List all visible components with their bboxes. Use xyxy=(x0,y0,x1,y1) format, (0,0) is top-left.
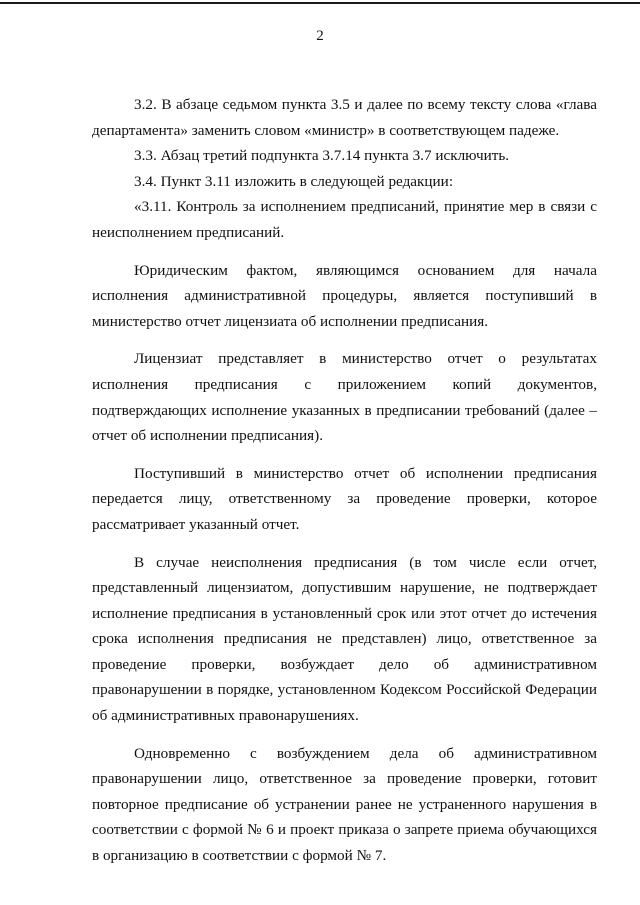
paragraph-3-11-heading: «3.11. Контроль за исполнением предписаний, принятие мер в связи с неисполнением предписаний. xyxy=(92,198,597,241)
paragraph-non-execution: В случае неисполнения предписания (в том числе если отчет, представленный лицензиатом, допустившим нарушение, не подтверждает исполнение предписания в установленный срок или этот отчет до истечения срока исполнения предписания не представлен) лицо, ответственное за проведение проверки, возбуждает дело об административном правонарушении в порядке, установленном Кодексом Российской Федерации об административных правонарушениях. xyxy=(92,553,597,725)
page-number: 2 xyxy=(316,28,324,44)
paragraph-licensee-report: Лицензиат представляет в министерство отчет о результатах исполнения предписания с приложением копий документов, подтверждающих исполнение указанных в предписании требований (далее – отчет об исполнении предписания). xyxy=(92,350,597,445)
top-border-line xyxy=(0,2,640,4)
paragraph-3-2: 3.2. В абзаце седьмом пункта 3.5 и далее по всему тексту слова «глава департамента» заменить словом «министр» в соответствующем падеже. xyxy=(92,96,597,139)
paragraph-3-4: 3.4. Пункт 3.11 изложить в следующей редакции: xyxy=(134,172,454,190)
paragraph-repeat-order: Одновременно с возбуждением дела об административном правонарушении лицо, ответственное за проведение проверки, готовит повторное предписание об устранении ранее не устраненного нарушения в соответствии с формой № 6 и проект приказа о запрете приема обучающихся в организацию в соответствии с формой № 7. xyxy=(92,744,597,865)
document-body xyxy=(92,92,597,869)
paragraph-3-3: 3.3. Абзац третий подпункта 3.7.14 пункта 3.7 исключить. xyxy=(134,147,510,165)
paragraph-report-transfer: Поступивший в министерство отчет об исполнении предписания передается лицу, ответственному за проведение проверки, которое рассматривает указанный отчет. xyxy=(92,464,597,533)
paragraph-legal-fact: Юридическим фактом, являющимся основанием для начала исполнения административной процедуры, является поступивший в министерство отчет лицензиата об исполнении предписания. xyxy=(92,261,597,330)
